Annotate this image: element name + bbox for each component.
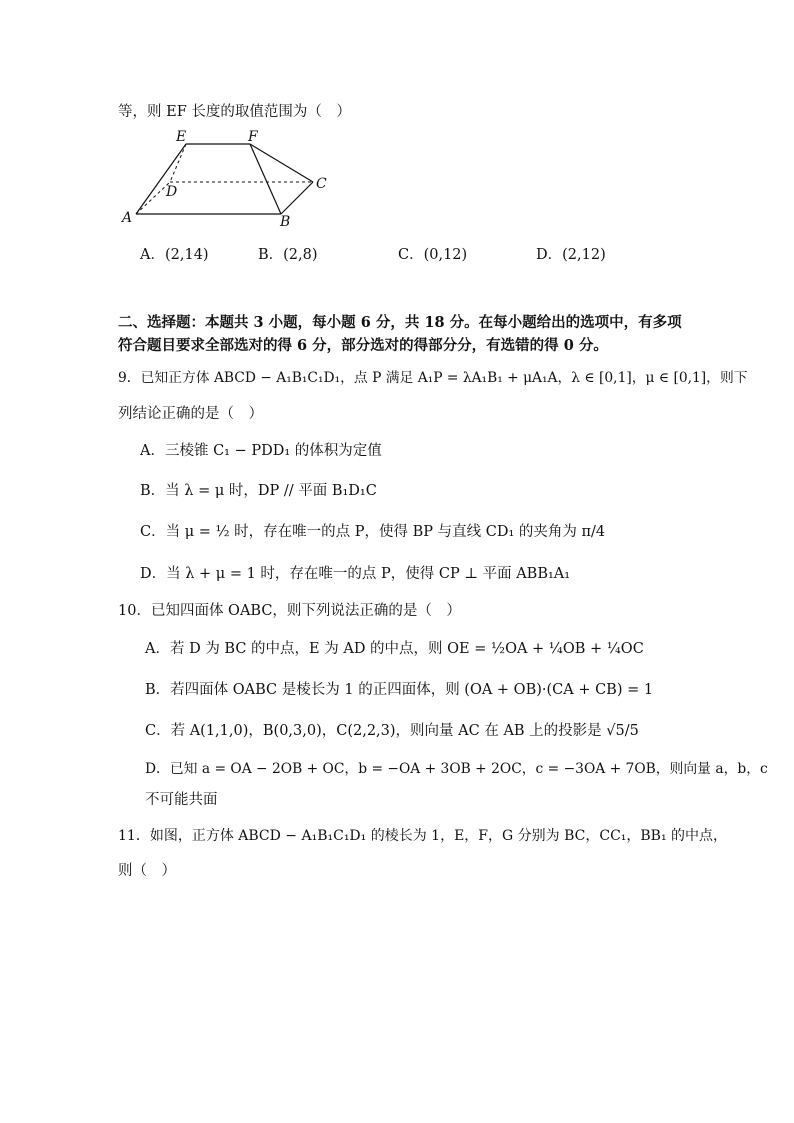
edge-FC	[250, 144, 313, 182]
q8-figure	[118, 130, 338, 230]
label-C: C	[316, 176, 327, 192]
edge-FB	[250, 144, 281, 214]
q9-stem-line2: 列结论正确的是（ ）	[118, 406, 263, 422]
q10-option-d-line2: 不可能共面	[145, 792, 218, 808]
q9-stem-line1: 9．已知正方体 ABCD − A₁B₁C₁D₁，点 P 满足 A₁P = λA₁B₁ + μA₁A，λ ∈ [0,1]，μ ∈ [0,1]，则下	[118, 370, 748, 386]
q11-stem-line2: 则（ ）	[118, 863, 176, 879]
section2-heading-line2: 符合题目要求全部选对的得 6 分，部分选对的得部分分，有选错的得 0 分。	[118, 337, 608, 354]
q8-option-d: D．(2,12)	[536, 247, 606, 263]
section2-heading-line1: 二、选择题：本题共 3 小题，每小题 6 分，共 18 分。在每小题给出的选项中，有多项	[118, 314, 682, 331]
q8-stem-tail: 等，则 EF 长度的取值范围为（ ）	[118, 104, 351, 120]
q11-stem-line1: 11．如图，正方体 ABCD − A₁B₁C₁D₁ 的棱长为 1，E，F，G 分别为 BC，CC₁，BB₁ 的中点，	[118, 828, 728, 844]
q8-option-b: B．(2,8)	[258, 247, 318, 263]
label-B: B	[280, 214, 291, 230]
q10-option-b: B．若四面体 OABC 是棱长为 1 的正四面体，则 (OA + OB)·(CA + CB) = 1	[145, 682, 654, 698]
q9-option-a: A．三棱锥 C₁ − PDD₁ 的体积为定值	[140, 443, 382, 459]
label-A: A	[122, 210, 133, 226]
q10-stem: 10．已知四面体 OABC，则下列说法正确的是（ ）	[118, 603, 461, 619]
label-E: E	[176, 130, 187, 145]
q10-option-c: C．若 A(1,1,0)，B(0,3,0)，C(2,2,3)，则向量 AC 在 AB 上的投影是 √5/5	[145, 723, 639, 739]
q8-option-a: A．(2,14)	[140, 247, 209, 263]
label-F: F	[248, 130, 258, 145]
q9-option-b: B．当 λ = μ 时，DP // 平面 B₁D₁C	[140, 483, 377, 499]
edge-AE	[136, 144, 186, 214]
edge-AD	[136, 182, 170, 214]
q9-option-d: D．当 λ + μ = 1 时，存在唯一的点 P，使得 CP ⊥ 平面 ABB₁A₁	[140, 566, 571, 582]
q10-option-a: A．若 D 为 BC 的中点，E 为 AD 的中点，则 OE = ½OA + ¼OB + ¼OC	[145, 641, 644, 657]
label-D: D	[166, 184, 178, 200]
q8-option-c: C．(0,12)	[398, 247, 468, 263]
q10-option-d-line1: D．已知 a = OA − 2OB + OC，b = −OA + 3OB + 2OC，c = −3OA + 7OB，则向量 a，b，c	[145, 761, 768, 777]
q9-option-c: C．当 μ = ½ 时，存在唯一的点 P，使得 BP 与直线 CD₁ 的夹角为 π/4	[140, 524, 606, 540]
edge-BC	[281, 182, 313, 214]
